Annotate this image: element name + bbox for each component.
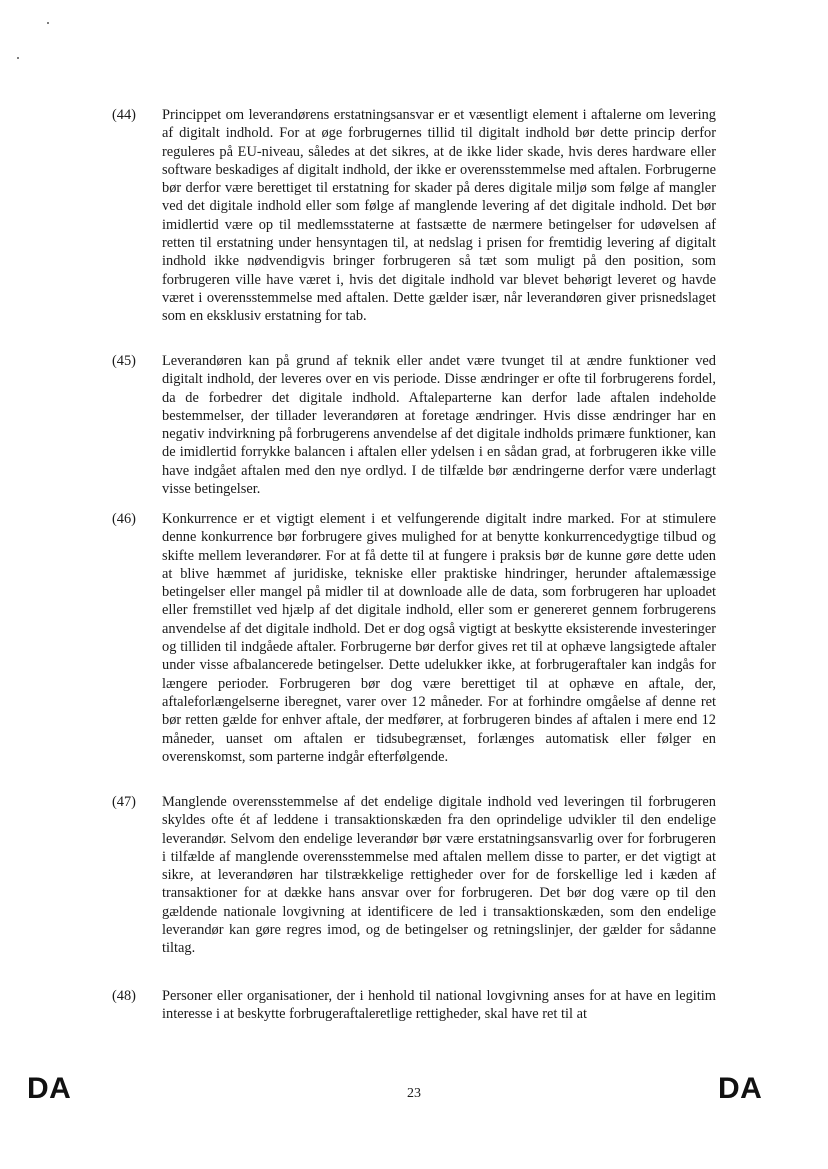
recital-text: Leverandøren kan på grund af teknik eller andet være tvunget til at ændre funktioner ved digitalt indhold, der leveres over en vis periode. Disse ændringer er ofte til forbrugerens fordel, da de forbedrer det digitale indhold. Aftaleparterne kan derfor lade aftalen indeholde bestemmelser, der tillader leverandøren at foretage ændringer. Hvis disse ændringer har en negativ indvirkning på forbrugerens anvendelse af det digitale indholds primære funktioner, kan de imidlertid forrykke balancen i aftalen eller ydelsen i en sådan grad, at forbrugeren ikke ville have indgået aftalen med den nye ordlyd. I de tilfælde bør ændringerne derfor være underlagt visse betingelser. <box>162 353 716 498</box>
recital-48 <box>112 987 716 1024</box>
recital-number: (46) <box>112 511 136 527</box>
recital-47 <box>112 793 716 958</box>
recital-text: Princippet om leverandørens erstatningsansvar er et væsentligt element i aftalerne om levering af digitalt indhold. For at øge forbrugernes tillid til digitalt indhold bør dette princip derfor reguleres på EU-niveau, således at det sikres, at de ikke lider skade, hvis deres hardware eller software beskadiges af digitalt indhold, der ikke er overensstemmelse med aftalen. Forbrugerne bør derfor være berettiget til erstatning for skader på deres digitale miljø som følge af mangler ved det digitale indhold eller som følge af manglende levering af det digitale indhold. Det bør imidlertid være op til medlemsstaterne at fastsætte de nærmere betingelser for udøvelsen af retten til erstatning under hensyntagen til, at nedslag i prisen for fremtidig levering af digitalt indhold ikke nødvendigvis bringer forbrugeren så tæt som muligt på den position, som forbrugeren ville have været i, hvis det digitale indhold var blevet behørigt leveret og havde været i overensstemmelse med aftalen. Dette gælder især, når leverandøren giver prisnedslaget som en eksklusiv erstatning for tab. <box>162 107 716 325</box>
language-code-left: DA <box>27 1072 72 1105</box>
recital-text: Konkurrence er et vigtigt element i et velfungerende digitalt indre marked. For at stimulere denne konkurrence bør forbrugere gives mulighed for at benytte konkurrencedygtige tilbud og skifte mellem leverandører. For at få dette til at fungere i praksis bør de kunne gøre dette uden at blive hæmmet af juridiske, tekniske eller praktiske hindringer, herunder aftalemæssige betingelser eller mangel på midler til at downloade alle de data, som forbrugeren har uploadet eller fremstillet ved hjælp af det digitale indhold, eller som er genereret gennem forbrugerens anvendelse af det digitale indhold. Det er dog også vigtigt at beskytte eksisterende investeringer og tilliden til indgåede aftaler. Forbrugerne bør derfor gives ret til at ophæve langsigtede aftaler under visse afbalancerede betingelser. Dette udelukker ikke, at forbrugeraftaler kan indgås for længere perioder. Forbrugeren bør dog være berettiget til at ophæve en aftale, der, aftaleforlængelserne iberegnet, varer over 12 måneder. For at forhindre omgåelse af denne ret bør retten gælde for enhver aftale, der medfører, at forbrugeren bindes af aftalen i mere end 12 måneder, uanset om aftalen er tidsubegrænset, forlænges automatisk eller følger en overenskomst, som parterne indgår efterfølgende. <box>162 511 716 765</box>
scan-speck <box>17 57 19 59</box>
recital-number: (48) <box>112 988 136 1004</box>
recital-number: (47) <box>112 794 136 810</box>
recital-text: Manglende overensstemmelse af det endelige digitale indhold ved leveringen til forbrugeren skyldes ofte ét af leddene i transaktionskæden fra den oprindelige udvikler til den endelige leverandør. Selvom den endelige leverandør bør være erstatningsansvarlig over for forbrugeren i tilfælde af manglende overensstemmelse med aftalen mellem disse to parter, er det vigtigt at sikre, at leverandøren har tilstrækkelige rettigheder over for de forskellige led i kæden af transaktioner for at dække hans ansvar over for forbrugeren. Det bør dog være op til den gældende nationale lovgivning at identificere de led i transaktionskæden, som den endelige leverandør kan gøre regres imod, og de betingelser og retningslinjer, der gælder for sådanne tiltag. <box>162 794 716 957</box>
recital-number: (44) <box>112 107 136 123</box>
language-code-right: DA <box>718 1072 763 1105</box>
recital-45 <box>112 352 716 498</box>
scan-speck <box>47 22 49 24</box>
recital-44 <box>112 106 716 326</box>
recital-46 <box>112 510 716 766</box>
page-number: 23 <box>407 1086 421 1101</box>
recital-number: (45) <box>112 353 136 369</box>
recital-text: Personer eller organisationer, der i henhold til national lovgivning anses for at have en legitim interesse i at beskytte forbrugeraftaleretlige rettigheder, skal have ret til at <box>162 988 716 1023</box>
